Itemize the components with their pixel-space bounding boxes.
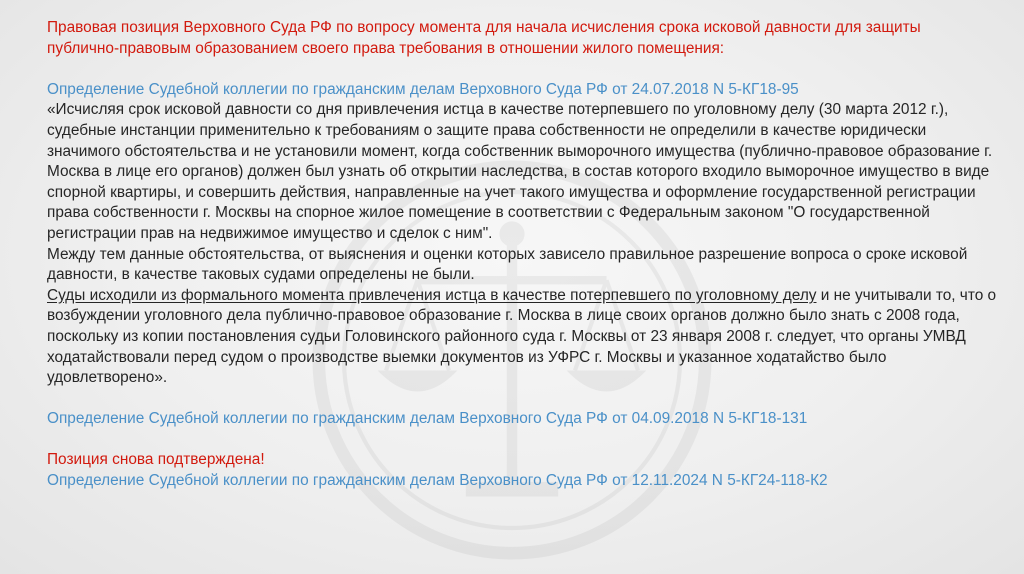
quote-paragraph-1: «Исчисляя срок исковой давности со дня привлечения истца в качестве потерпевшего по уголовному делу (30 марта 2012 г.), судебные инстанции применительно к требованиям о защите права собственности не определили в качестве юридически значимого обстоятельства и не установили момент, когда собственник выморочного имущества (публично-правовое образование г. Москва в лице его органов) должен был узнать об открытии наследства, в состав которого входило выморочное имущество в виде спорной квартиры, и совершить действия, направленные на учет такого имущества и оформление государственной регистрации права собственности г. Москвы на спорное жилое помещение в соответствии с Федеральным законом "О государственной регистрации прав на недвижимое имущество и сделок с ним".	[47, 101, 993, 242]
ruling-reference-2: Определение Судебной коллегии по гражданским делам Верховного Суда РФ от 04.09.2018 N 5-КГ18-131	[47, 410, 808, 428]
quote-paragraph-3	[47, 286, 997, 389]
slide-content	[47, 18, 997, 492]
quote-paragraph-3-text: и не учитывали то, что о возбуждении уголовного дела публично-правовое образование г. Москва в лице своих органов должно было знать с 2008 года, поскольку из копии постановления судьи Головинского районного суда г. Москвы от 23 января 2008 г. следует, что органы УМВД ходатайствовали перед судом о производстве выемки документов из УФРС г. Москвы и указанное ходатайство было удовлетворено».	[47, 286, 997, 387]
spacer	[47, 430, 997, 451]
spacer	[47, 389, 997, 410]
slide-heading: Правовая позиция Верховного Суда РФ по вопросу момента для начала исчисления срока исковой давности для защиты публично-правовым образованием своего права требования в отношении жилого помещения:	[47, 19, 921, 57]
spacer	[47, 59, 997, 80]
quote-paragraph-2: Между тем данные обстоятельства, от выяснения и оценки которых зависело правильное разрешение вопроса о сроке исковой давности, в качестве таковых судами определены не были.	[47, 245, 968, 284]
ruling-reference-3: Определение Судебной коллегии по гражданским делам Верховного Суда РФ от 12.11.2024 N 5-КГ24-118-К2	[47, 472, 828, 490]
ruling-reference-1: Определение Судебной коллегии по гражданским делам Верховного Суда РФ от 24.07.2018 N 5-КГ18-95	[47, 80, 799, 98]
confirmation-text: Позиция снова подтверждена!	[47, 451, 265, 469]
underlined-quote-text: Суды исходили из формального момента привлечения истца в качестве потерпевшего по уголовному делу	[47, 286, 817, 304]
